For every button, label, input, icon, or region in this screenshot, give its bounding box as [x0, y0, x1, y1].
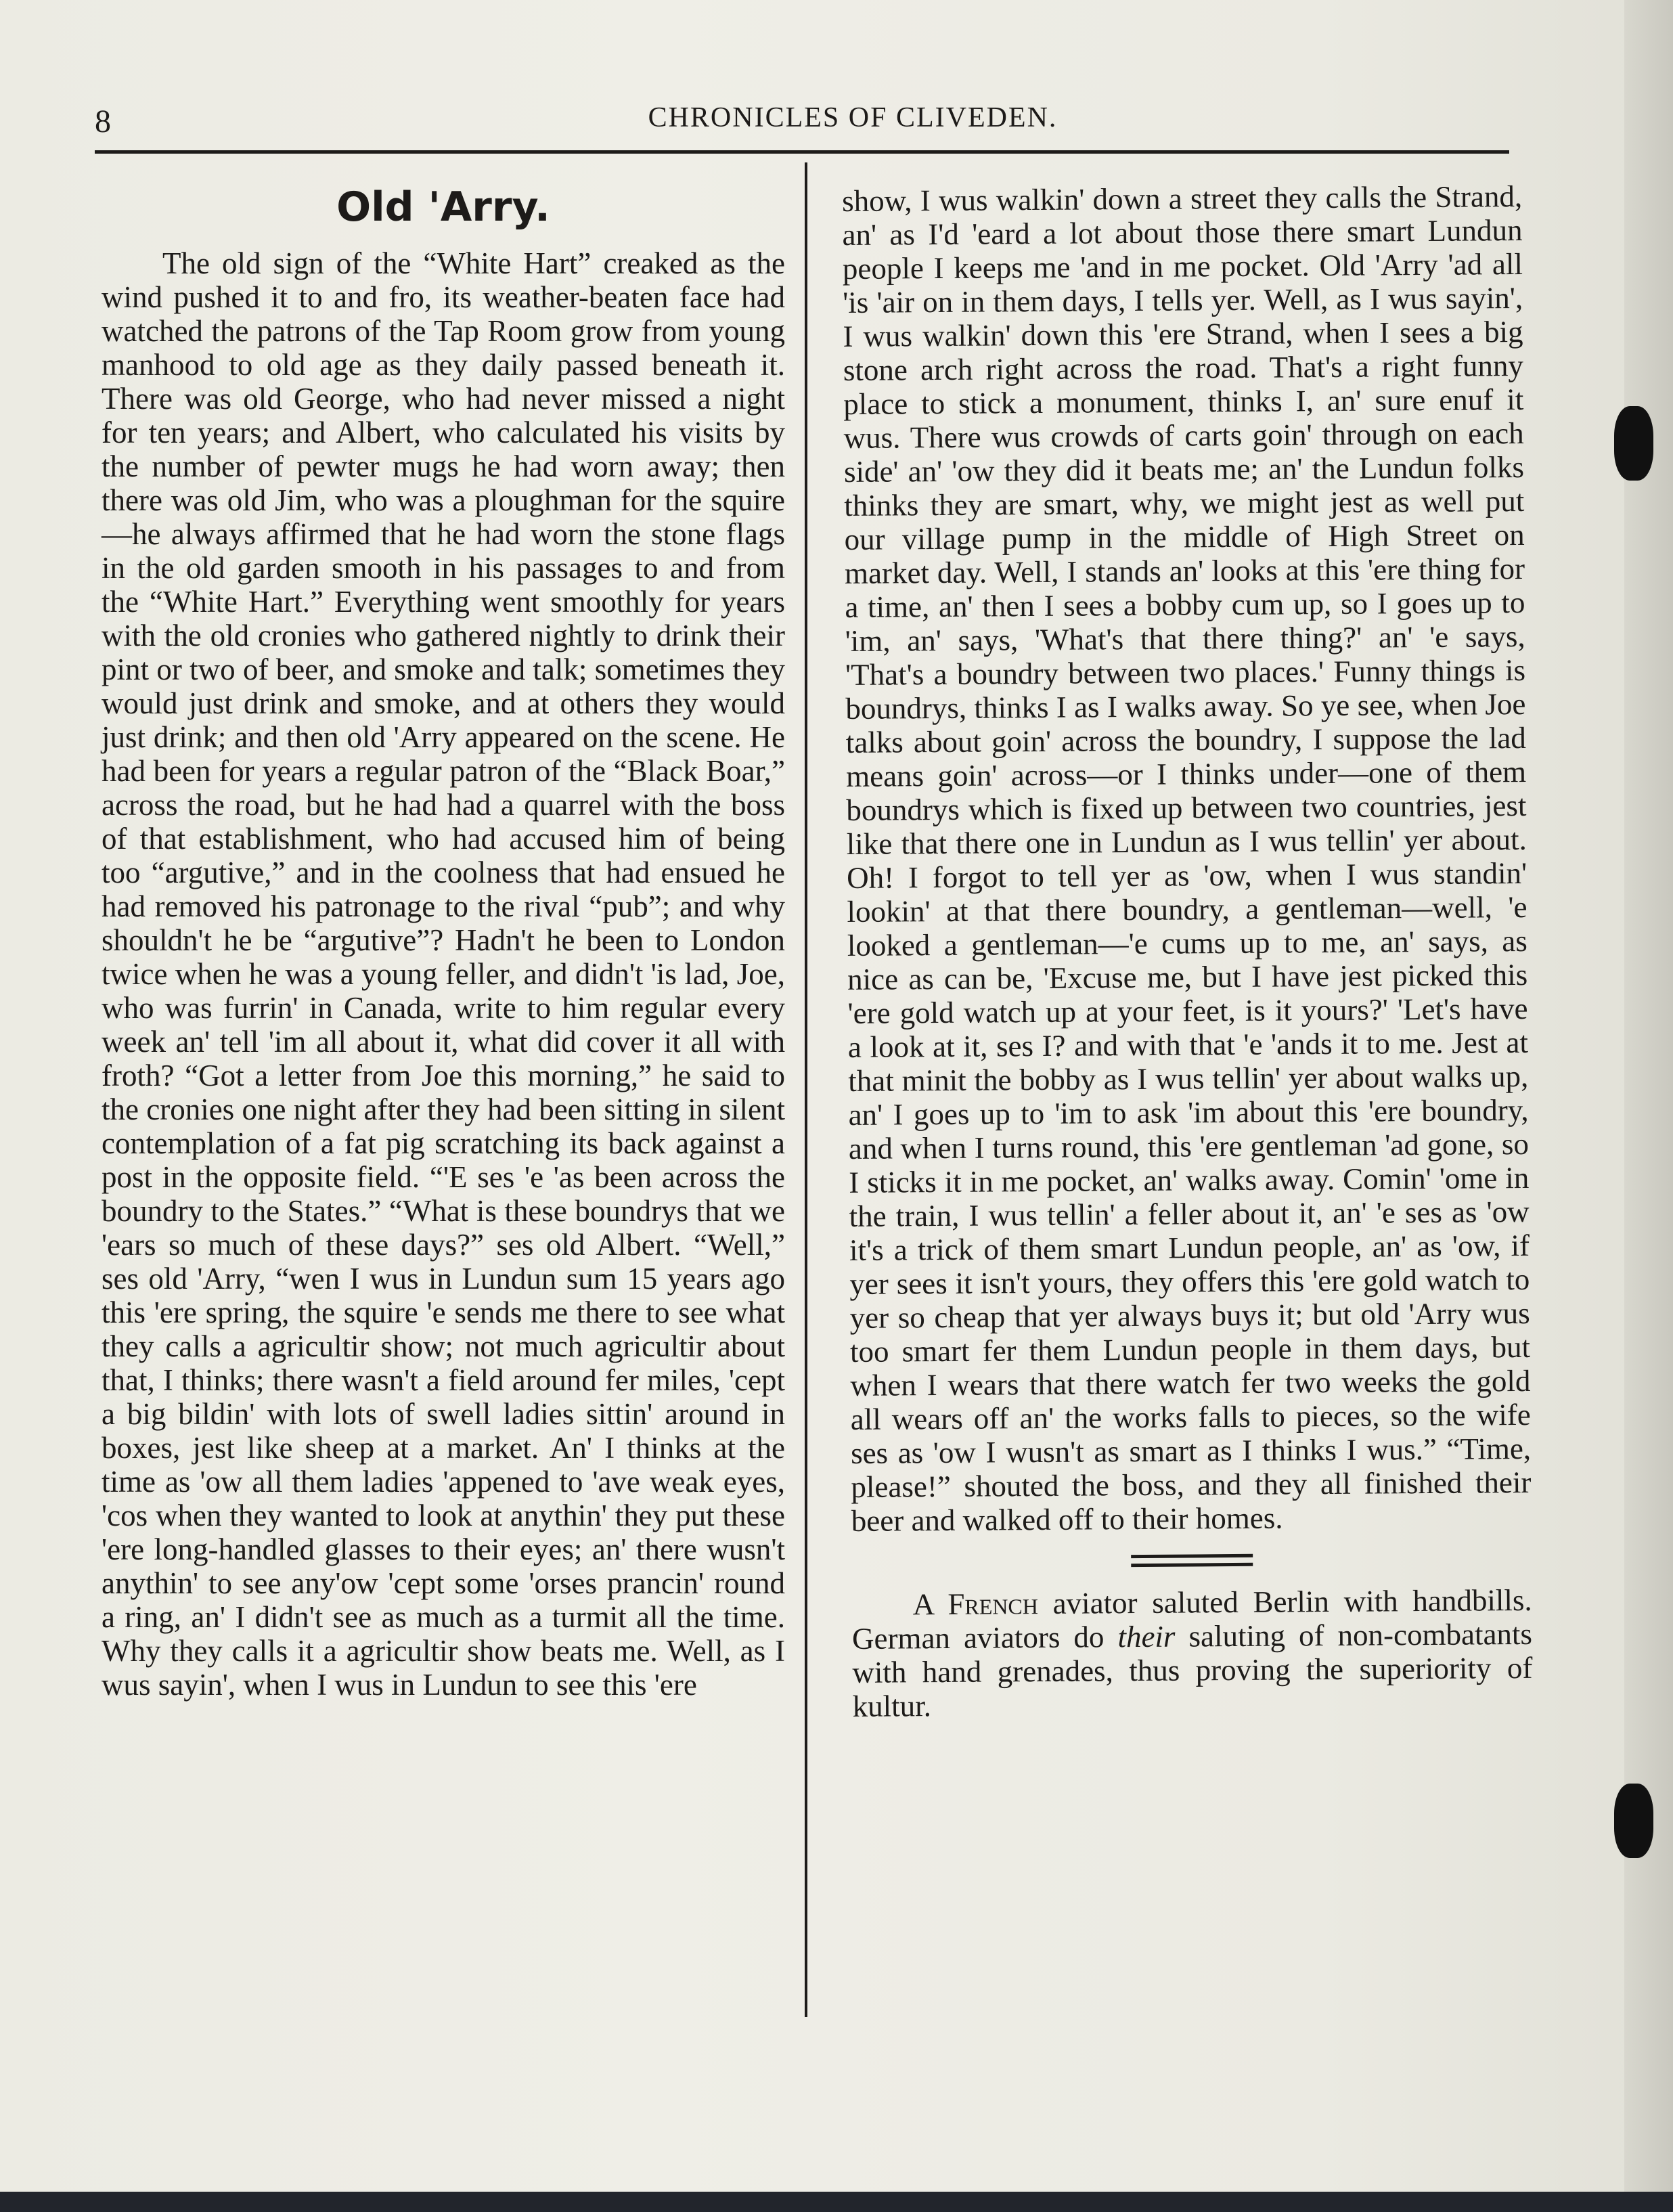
running-head: CHRONICLES OF CLIVEDEN. [648, 102, 1058, 133]
article-body-left: The old sign of the “White Hart” creaked as the wind pushed it to and fro, its weather-beaten face had watched the patrons of the Tap Room grow from young manhood to old age as they daily passed beneath it. There was old George, who had never missed a night for ten years; and Albert, who calculated his visits by the number of pewter mugs he had worn away; then there was old Jim, who was a ploughman for the squire—he always affirmed that he had worn the stone flags in the old garden smooth in his passages to and from the “White Hart.” Everything went smoothly for years with the old cronies who gathered nightly to drink their pint or two of beer, and smoke and talk; sometimes they would just drink and smoke, and at others they would just drink; and then old 'Arry appeared on the scene. He had been for years a regular patron of the “Black Boar,” across the road, but he had had a quarrel with the boss of that establishment, who had accused him of being too “argutive,” and in the coolness that had ensued he had removed his patronage to the rival “pub”; and why shouldn't he be “argutive”? Hadn't he been to London twice when he was a young feller, and didn't 'is lad, Joe, who was furrin' in Canada, write to him regular every week an' tell 'im all about it, what did cover it all with froth? “Got a letter from Joe this morning,” he said to the cronies one night after they had been sitting in silent contemplation of a fat pig scratching its back against a post in the opposite field. “'E ses 'e 'as been across the boundry to the States.” “What is these boundrys that we 'ears so much of these days?” ses old Albert. “Well,” ses old 'Arry, “wen I wus in Lundun sum 15 years ago this 'ere spring, the squire 'e sends me there to see what they calls a agricultir show; not much agricultir about that, I thinks; there wasn't a field around fer miles, 'cept a big bildin' with lots of swell ladies sittin' around in boxes, jest like sheep at a market. An' I thinks at the time as 'ow all them ladies 'appened to 'ave weak eyes, 'cos when they wanted to look at anythin' they put these 'ere long-handled glasses to their eyes; an' there wusn't anythin' to see any'ow 'cept some 'orses prancin' round a ring, an' I didn't see as much as a turmit all the time. Why they calls it a agricultir show beats me. Well, as I wus sayin', when I wus in Lundun to see this 'ere [102, 246, 785, 1702]
binding-hole [1614, 406, 1653, 481]
right-column [842, 179, 1533, 1723]
note-paragraph [851, 1583, 1532, 1723]
note-lead: A French [912, 1587, 1039, 1622]
column-divider [805, 162, 807, 2017]
article-body-right: show, I wus walkin' down a street they calls the Strand, an' as I'd 'eard a lot about those there smart Lundun people I keeps me 'and in me pocket. Old 'Arry 'ad all 'is 'air on in them days, I tells yer. Well, as I wus sayin', I wus walkin' down this 'ere Strand, when I sees a big stone arch right across the road. That's a right funny place to stick a monument, thinks I, an' sure enuf it wus. There wus crowds of carts goin' through on each side' an' 'ow they did it beats me; an' the Lundun folks thinks they are smart, why, we might jest as well put our village pump in the middle of High Street on market day. Well, I stands an' looks at this 'ere thing for a time, an' then I sees a bobby cum up, so I goes up to 'im, an' says, 'What's that there thing?' an' 'e says, 'That's a boundry between two places.' Funny things is boundrys, thinks I as I walks away. So ye see, when Joe talks about goin' across the boundry, I suppose the lad means goin' across—or I thinks under—one of them boundrys which is fixed up between two countries, jest like that there one in Lundun as I wus tellin' yer about. Oh! I forgot to tell yer as 'ow, when I wus standin' lookin' at that there boundry, a gentleman—well, 'e looked a gentleman—'e cums up to me, an' says, as nice as can be, 'Excuse me, but I have jest picked this 'ere gold watch up at your feet, is it yours?' 'Let's have a look at it, ses I? and with that 'e 'ands it to me. Jest at that minit the bobby as I wus tellin' yer about walks up, an' I goes up to 'im to ask 'im about this 'ere boundry, and when I turns round, this 'ere gentleman 'ad gone, so I sticks it in me pocket, an' walks away. Comin' 'ome in the train, I wus tellin' a feller about it, an' 'e ses as 'ow it's a trick of them smart Lundun people, an' as 'ow, if yer sees it isn't yours, they offers this 'ere gold watch to yer so cheap that yer always buys it; but old 'Arry wus too smart fer them Lundun people in them days, but when I wears that there watch fer two weeks the gold all wears off an' the works falls to pieces, so the wife ses as 'ow I wusn't as smart as I thinks I wus.” “Time, please!” shouted the boss, and they all finished their beer and walked off to their homes. [842, 179, 1532, 1538]
article-title: Old 'Arry. [336, 183, 550, 231]
note-text-2: saluting of non-combatants with hand grenades, thus proving the superiority of kultur. [852, 1616, 1533, 1723]
left-column [102, 183, 785, 1702]
header-rule [95, 150, 1509, 154]
page-edge [1624, 0, 1673, 2212]
page-number: 8 [95, 104, 111, 139]
note-text-1: aviator saluted Berlin with handbills. German aviators do [851, 1583, 1532, 1656]
section-ornament [1131, 1554, 1253, 1567]
binding-hole [1614, 1784, 1653, 1858]
note-emphasis: their [1117, 1619, 1176, 1654]
scan-background-band [0, 2192, 1673, 2212]
